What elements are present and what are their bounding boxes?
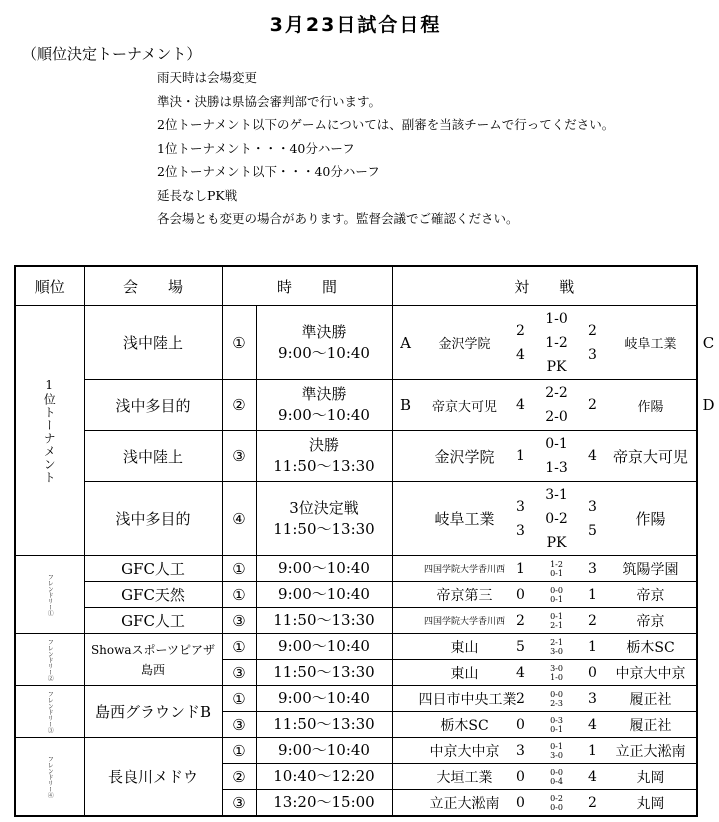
team-b-name: 帝京大可児 <box>613 447 689 466</box>
match-grid <box>393 306 715 379</box>
team-a-name: 金沢学院 <box>434 447 495 466</box>
time-label: 9:00～10:40 <box>278 637 370 655</box>
score-a <box>511 765 531 789</box>
match-cell <box>392 556 697 582</box>
half-scores <box>531 432 583 480</box>
match-grid <box>393 380 715 430</box>
match-cell <box>392 431 697 482</box>
score-b <box>583 393 603 417</box>
time-cell <box>256 482 392 556</box>
venue-name: GFC人工 <box>121 612 185 630</box>
score-b-value: 2 <box>588 397 597 413</box>
match-grid <box>393 608 697 633</box>
half1-score: 0-1 <box>550 611 563 621</box>
half2-score: 3-0 <box>550 750 563 760</box>
team-a-name: 立正大淞南 <box>429 795 500 812</box>
score-b <box>583 319 603 367</box>
score-b-value: 3 <box>588 560 597 577</box>
half-scores <box>531 483 583 555</box>
score-b-value: 3 <box>588 498 597 515</box>
game-number: ① <box>222 634 256 660</box>
venue-name: 長良川メドウ <box>107 768 198 786</box>
match-grid <box>393 790 697 815</box>
group-label-text: フレンドリー④ <box>46 755 54 798</box>
group-label <box>15 306 84 556</box>
page-title: 3月23日試合日程 <box>269 14 442 36</box>
match-row <box>15 582 697 608</box>
match-row <box>15 306 697 380</box>
time-label: 9:00～10:40 <box>278 343 370 362</box>
team-b-name: 中京大中京 <box>615 665 686 682</box>
half-scores <box>531 742 583 760</box>
note-item: 各会場とも変更の場合があります。監督会議でご確認ください。 <box>157 211 519 226</box>
venue-cell <box>84 738 222 817</box>
half-scores <box>531 560 583 578</box>
time-cell <box>256 686 392 712</box>
group-label <box>15 738 84 817</box>
match-cell <box>392 738 697 764</box>
score-b <box>583 583 603 607</box>
time-label: 11:50～13:30 <box>273 663 375 681</box>
venue-cell <box>84 556 222 582</box>
match-row <box>15 634 697 660</box>
time-cell <box>256 712 392 738</box>
score-b <box>583 713 603 737</box>
match-row <box>15 380 697 431</box>
half2-score: 3-0 <box>550 646 563 656</box>
score-b-value: 1 <box>588 638 597 655</box>
schedule-table <box>14 265 715 817</box>
score-b <box>583 557 603 581</box>
score-b <box>583 495 603 543</box>
score-a-value: 4 <box>516 397 525 413</box>
score-a-value: 1 <box>516 448 525 464</box>
score-a-value: 2 <box>516 612 525 629</box>
match-cell <box>392 764 697 790</box>
half1-score: 0-3 <box>550 715 563 725</box>
team-b-name: 履正社 <box>629 717 672 734</box>
match-cell <box>392 634 697 660</box>
group-label-text: フレンドリー③ <box>46 690 54 733</box>
score-b-value: 4 <box>588 448 597 464</box>
venue-cell <box>84 431 222 482</box>
match-cell <box>392 380 715 431</box>
score-b <box>583 739 603 763</box>
score-a-value: 3 <box>516 498 525 515</box>
match-grid <box>393 712 697 737</box>
half2-score: 0-1 <box>550 568 563 578</box>
game-number: ③ <box>222 608 256 634</box>
team-b-name: 立正大淞南 <box>615 743 686 760</box>
match-cell <box>392 660 697 686</box>
notes-list <box>157 66 614 231</box>
score-b-value: 2 <box>588 612 597 629</box>
note-item: 1位トーナメント・・・40分ハーフ <box>157 140 355 156</box>
group-label-text: フレンドリー② <box>46 638 54 681</box>
score-b <box>583 444 603 468</box>
match-grid <box>393 556 697 581</box>
venue-name: 島西グラウンドB <box>94 703 212 721</box>
team-b-name: 丸岡 <box>636 769 665 786</box>
time-cell <box>256 764 392 790</box>
score-a <box>511 609 531 633</box>
half-scores <box>531 768 583 786</box>
venue-cell <box>84 380 222 431</box>
score-b-value: 3 <box>588 690 597 707</box>
half2-score: 0-4 <box>550 776 563 786</box>
header-venue: 会 場 <box>84 266 222 306</box>
match-grid <box>393 482 697 555</box>
score-a <box>511 713 531 737</box>
game-number: ④ <box>222 482 256 556</box>
group-label <box>15 686 84 738</box>
time-label: 10:40～12:20 <box>273 767 375 785</box>
time-label: 13:20～15:00 <box>273 793 375 811</box>
venue-name: 浅中陸上 <box>122 334 183 352</box>
team-b-name: 履正社 <box>629 691 672 708</box>
table-header-row <box>15 266 697 306</box>
venue-cell <box>84 634 222 686</box>
venue-cell <box>84 582 222 608</box>
match-grid <box>393 686 697 711</box>
half1-score: 0-0 <box>550 689 563 699</box>
group-label <box>15 634 84 686</box>
group-label-text: フレンドリー① <box>46 573 54 616</box>
venue-name: GFC人工 <box>121 560 185 578</box>
half2-score: 2-3 <box>550 698 563 708</box>
note-item: 延長なしPK戦 <box>157 187 238 203</box>
time-label: 11:50～13:30 <box>273 519 375 538</box>
time-cell <box>256 660 392 686</box>
half1-score: 2-1 <box>550 637 563 647</box>
header-match: 対 戦 <box>392 266 697 306</box>
venue-cell <box>84 608 222 634</box>
half2-score: 0-0 <box>550 802 563 812</box>
time-label: 9:00～10:40 <box>278 406 370 424</box>
score-b <box>583 765 603 789</box>
match-grid <box>393 660 697 685</box>
score-a <box>511 557 531 581</box>
score-a <box>511 444 531 468</box>
time-cell <box>256 608 392 634</box>
score-a-value: 4 <box>516 664 525 681</box>
venue-cell <box>84 482 222 556</box>
score-b <box>583 635 603 659</box>
team-b-name: 作陽 <box>635 510 666 528</box>
time-label: 9:00～10:40 <box>278 559 370 577</box>
match-cell <box>392 790 697 817</box>
team-a-mark: B <box>400 396 412 414</box>
score-a <box>511 739 531 763</box>
team-a-name: 四日市中央工業 <box>418 691 517 708</box>
score-b-value: 0 <box>588 664 597 681</box>
team-a-name: 大垣工業 <box>436 769 493 786</box>
match-row <box>15 482 697 556</box>
half-scores <box>531 690 583 708</box>
team-a-name: 帝京大可児 <box>432 399 498 415</box>
score-a <box>511 495 531 543</box>
half2-score: 1-2 <box>545 334 568 351</box>
score-b-value: 4 <box>588 716 597 733</box>
time-cell <box>256 582 392 608</box>
team-a-name: 東山 <box>450 639 479 656</box>
time-label: 11:50～13:30 <box>273 611 375 629</box>
pk-b-value: 3 <box>588 346 597 363</box>
team-b-name: 帝京 <box>636 587 665 604</box>
half1-score: 0-0 <box>550 585 563 595</box>
half1-score: 2-2 <box>545 385 568 401</box>
venue-name: Showaスポーツピアザ島西 <box>90 642 216 677</box>
time-label: 9:00～10:40 <box>278 689 370 707</box>
team-a-name: 帝京第三 <box>436 587 493 604</box>
match-grid <box>393 738 697 763</box>
pk-label: PK <box>546 358 567 375</box>
time-label: 9:00～10:40 <box>278 585 370 603</box>
group-label <box>15 556 84 634</box>
match-grid <box>393 764 697 789</box>
score-b <box>583 791 603 815</box>
game-number: ① <box>222 306 256 380</box>
team-b-name: 丸岡 <box>636 795 665 812</box>
score-a-value: 0 <box>516 794 525 811</box>
page-subtitle: （順位決定トーナメント） <box>22 45 202 63</box>
match-cell <box>392 306 715 380</box>
half-scores <box>531 307 583 379</box>
half-scores <box>531 638 583 656</box>
match-cell <box>392 712 697 738</box>
team-a-name: 中京大中京 <box>429 743 500 760</box>
score-b <box>583 661 603 685</box>
score-b-value: 2 <box>588 794 597 811</box>
note-item: 準決・決勝は県協会審判部で行います。 <box>157 93 382 109</box>
score-a <box>511 791 531 815</box>
score-b-value: 1 <box>588 742 597 759</box>
team-a-name: 四国学院大学香川西 <box>424 617 506 627</box>
score-a <box>511 319 531 367</box>
match-row <box>15 556 697 582</box>
game-number: ① <box>222 686 256 712</box>
time-cell <box>256 790 392 817</box>
team-b-name: 筑陽学園 <box>622 561 679 578</box>
stage-label: 準決勝 <box>301 385 347 403</box>
half2-score: 2-0 <box>545 409 568 425</box>
time-cell <box>256 380 392 431</box>
half1-score: 3-1 <box>545 486 568 503</box>
game-number: ③ <box>222 431 256 482</box>
score-a <box>511 393 531 417</box>
stage-label: 3位決定戦 <box>289 498 359 517</box>
pk-label: PK <box>546 534 567 551</box>
half1-score: 0-0 <box>550 767 563 777</box>
game-number: ② <box>222 380 256 431</box>
half2-score: 1-0 <box>550 672 563 682</box>
score-a-value: 2 <box>516 690 525 707</box>
venue-name: 浅中陸上 <box>122 447 183 466</box>
match-cell <box>392 608 697 634</box>
half2-score: 0-1 <box>550 724 563 734</box>
score-a-value: 2 <box>516 322 525 339</box>
time-cell <box>256 556 392 582</box>
score-b <box>583 687 603 711</box>
team-a-mark: A <box>400 333 411 352</box>
match-row <box>15 431 697 482</box>
time-label: 9:00～10:40 <box>278 741 370 759</box>
note-item: 2位トーナメント以下のゲームについては、副審を当該チームで行ってください。 <box>157 117 615 132</box>
half2-score: 1-3 <box>545 460 568 476</box>
venue-cell <box>84 686 222 738</box>
time-label: 11:50～13:30 <box>273 715 375 733</box>
match-row <box>15 686 697 712</box>
header-rank: 順位 <box>15 266 84 306</box>
half2-score: 2-1 <box>550 620 563 630</box>
group-label-text: 1位トーナメント <box>42 377 57 484</box>
score-a-value: 0 <box>516 768 525 785</box>
half-scores <box>531 612 583 630</box>
half-scores <box>531 794 583 812</box>
half-scores <box>531 664 583 682</box>
match-cell <box>392 482 697 556</box>
score-b-value: 2 <box>588 322 597 339</box>
note-item: 2位トーナメント以下・・・40分ハーフ <box>157 164 380 179</box>
half-scores <box>531 586 583 604</box>
game-number: ① <box>222 556 256 582</box>
half1-score: 3-0 <box>550 663 563 673</box>
stage-label: 決勝 <box>309 436 340 454</box>
team-b-mark: D <box>702 396 715 414</box>
match-row <box>15 738 697 764</box>
match-grid <box>393 431 697 481</box>
half2-score: 0-2 <box>545 510 568 527</box>
half1-score: 1-2 <box>550 559 563 569</box>
half-scores <box>531 716 583 734</box>
time-label: 11:50～13:30 <box>273 457 375 475</box>
half1-score: 0-1 <box>545 436 568 452</box>
match-row <box>15 608 697 634</box>
game-number: ③ <box>222 712 256 738</box>
game-number: ③ <box>222 660 256 686</box>
team-b-name: 作陽 <box>637 399 664 415</box>
team-b-mark: C <box>702 333 715 352</box>
team-a-name: 岐阜工業 <box>434 510 495 528</box>
match-grid <box>393 634 697 659</box>
half2-score: 0-1 <box>550 594 563 604</box>
time-cell <box>256 738 392 764</box>
game-number: ① <box>222 582 256 608</box>
time-cell <box>256 306 392 380</box>
time-cell <box>256 634 392 660</box>
pk-a-value: 4 <box>516 346 525 363</box>
score-a <box>511 583 531 607</box>
team-a-name: 東山 <box>450 665 479 682</box>
score-a <box>511 687 531 711</box>
score-a-value: 1 <box>516 560 525 577</box>
team-b-name: 帝京 <box>636 613 665 630</box>
venue-name: 浅中多目的 <box>115 510 191 528</box>
team-b-name: 栃木SC <box>626 639 675 656</box>
score-a-value: 5 <box>516 638 525 655</box>
team-a-name: 四国学院大学香川西 <box>424 565 506 575</box>
note-item: 雨天時は会場変更 <box>157 70 258 85</box>
score-a <box>511 635 531 659</box>
score-b-value: 1 <box>588 586 597 603</box>
pk-b-value: 5 <box>588 522 597 539</box>
score-a-value: 0 <box>516 716 525 733</box>
game-number: ③ <box>222 790 256 817</box>
venue-name: GFC天然 <box>121 586 185 604</box>
venue-name: 浅中多目的 <box>115 396 191 415</box>
team-b-name: 岐阜工業 <box>624 337 677 352</box>
match-cell <box>392 582 697 608</box>
score-b <box>583 609 603 633</box>
stage-label: 準決勝 <box>301 322 347 341</box>
half1-score: 0-2 <box>550 793 563 803</box>
header-time: 時 間 <box>222 266 392 306</box>
half1-score: 0-1 <box>550 741 563 751</box>
score-a-value: 3 <box>516 742 525 759</box>
game-number: ② <box>222 764 256 790</box>
team-a-name: 栃木SC <box>440 717 489 734</box>
time-cell <box>256 431 392 482</box>
score-a <box>511 661 531 685</box>
game-number: ① <box>222 738 256 764</box>
score-a-value: 0 <box>516 586 525 603</box>
pk-a-value: 3 <box>516 522 525 539</box>
match-grid <box>393 582 697 607</box>
half1-score: 1-0 <box>545 310 568 327</box>
half-scores <box>531 381 583 429</box>
venue-cell <box>84 306 222 380</box>
match-cell <box>392 686 697 712</box>
team-a-name: 金沢学院 <box>438 337 491 352</box>
score-b-value: 4 <box>588 768 597 785</box>
